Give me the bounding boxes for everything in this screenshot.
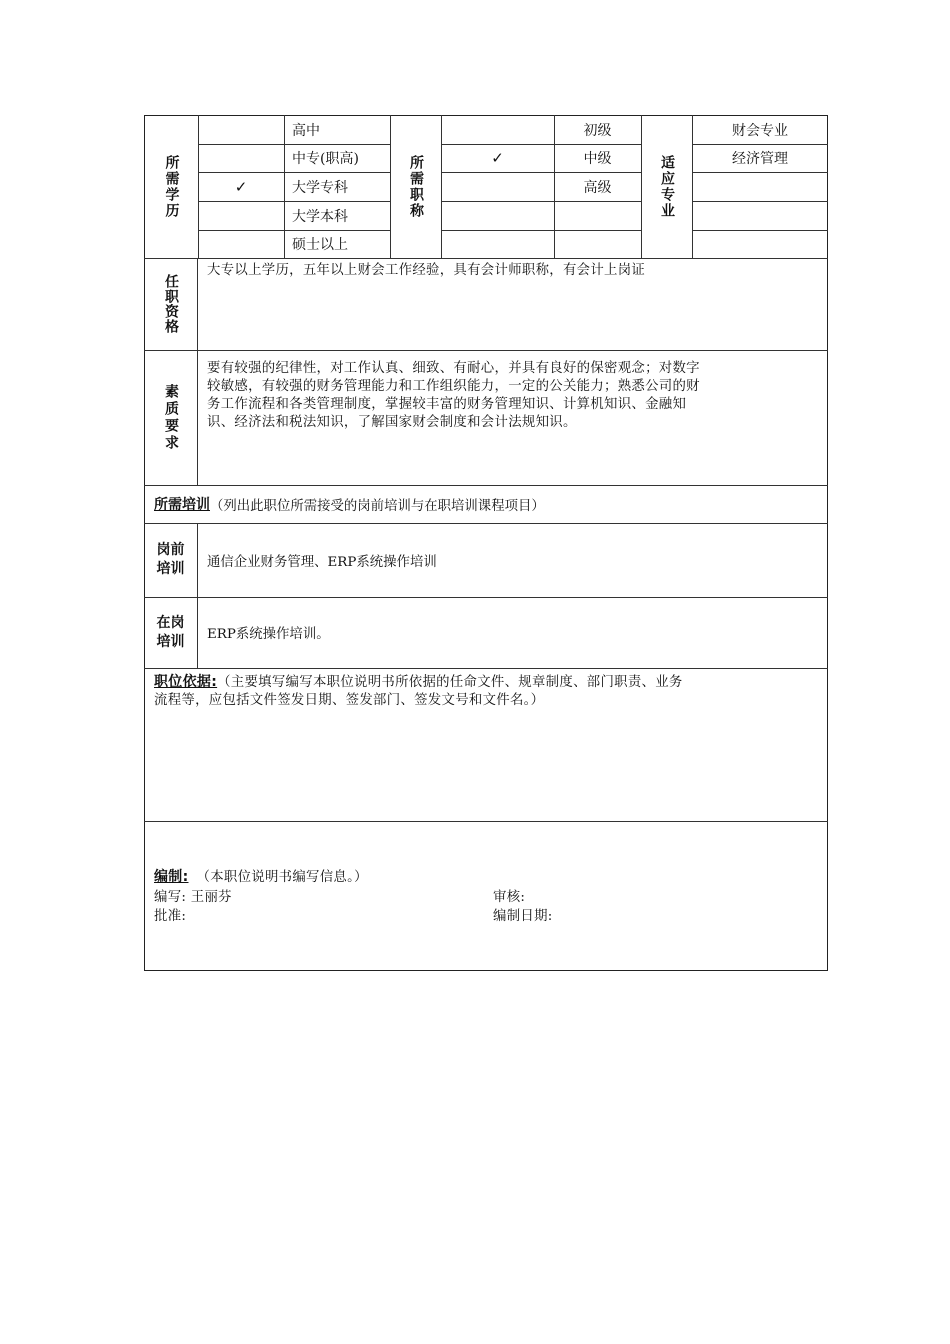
pre-job-training-label (144, 523, 197, 597)
education-label-text: 所需学历 (163, 154, 180, 219)
education-option-high-school: 高中 (292, 122, 320, 139)
compile-heading: 编制: (154, 869, 189, 885)
title-option-senior: 高级 (583, 179, 612, 196)
title-label (390, 115, 441, 258)
education-option-master: 硕士以上 (292, 237, 348, 253)
qualification-label (144, 258, 197, 350)
title-label-text: 所需职称 (408, 154, 424, 219)
divider (441, 201, 641, 202)
writer-name: 王丽芬 (190, 890, 232, 905)
major-option-accounting: 财会专业 (732, 122, 788, 139)
approver-label: 批准: (154, 909, 187, 924)
reviewer-label: 审核: (493, 890, 526, 905)
quality-label-text: 素质要求 (163, 383, 179, 452)
education-option-college: 大学专科 (292, 179, 348, 196)
major-label (641, 115, 692, 258)
title-checkbox-intermediate[interactable]: ✓ (491, 149, 504, 167)
pre-job-training-text: 通信企业财务管理、ERP系统操作培训 (207, 554, 437, 570)
compile-note: （本职位说明书编写信息。） (196, 870, 368, 885)
quality-line: 识、经济法和税法知识，了解国家财会制度和会计法规知识。 (207, 415, 577, 430)
major-label-text: 适应专业 (659, 154, 675, 219)
on-job-training-text: ERP系统操作培训。 (207, 627, 330, 642)
major-option-economics: 经济管理 (732, 151, 788, 167)
qualification-label-text: 任职资格 (163, 274, 179, 334)
divider (692, 201, 828, 202)
education-label (144, 115, 198, 258)
title-option-junior: 初级 (583, 122, 612, 139)
education-option-bachelor: 大学本科 (292, 208, 348, 225)
pre-job-training-label-line1: 岗前 (156, 542, 185, 558)
basis-section (154, 673, 822, 710)
training-heading: 所需培训 (154, 497, 210, 513)
compile-date-label: 编制日期: (493, 909, 553, 924)
on-job-training-label-line1: 在岗 (156, 614, 185, 631)
basis-heading: 职位依据: (154, 674, 218, 690)
divider (441, 115, 442, 258)
divider (144, 821, 828, 822)
divider (144, 350, 828, 351)
divider (441, 230, 641, 231)
on-job-training-label-line2: 培训 (156, 633, 185, 650)
education-option-vocational: 中专(职高) (292, 151, 359, 167)
basis-line2: 流程等，应包括文件签发日期、签发部门、签发文号和文件名。） (154, 693, 545, 708)
title-option-intermediate: 中级 (583, 151, 612, 167)
divider (284, 115, 285, 258)
divider (197, 523, 198, 668)
divider (692, 230, 828, 231)
training-header (154, 485, 545, 523)
quality-line: 较敏感，有较强的财务管理能力和工作组织能力，一定的公关能力；熟悉公司的财 (207, 379, 700, 394)
writer-row (154, 889, 232, 907)
quality-label (144, 350, 197, 485)
quality-line: 要有较强的纪律性，对工作认真、细致、有耐心，并具有良好的保密观念；对数字 (207, 361, 700, 376)
basis-line1: （主要填写编写本职位说明书所依据的任命文件、规章制度、部门职责、业务 (217, 675, 683, 690)
qualification-text: 大专以上学历，五年以上财会工作经验，具有会计师职称，有会计上岗证 (207, 263, 646, 278)
quality-line: 务工作流程和各类管理制度，掌握较丰富的财务管理知识、计算机知识、金融知 (207, 397, 687, 412)
training-note: （列出此职位所需接受的岗前培训与在职培训课程项目） (210, 498, 545, 514)
writer-label: 编写: (154, 890, 187, 905)
compile-section (154, 868, 822, 887)
on-job-training-label (144, 597, 197, 668)
quality-text (207, 360, 822, 432)
divider (144, 258, 828, 259)
pre-job-training-label-line2: 培训 (156, 561, 185, 577)
divider (144, 668, 828, 669)
divider (692, 172, 828, 173)
divider (197, 258, 198, 485)
education-checkbox-college[interactable]: ✓ (234, 177, 248, 196)
